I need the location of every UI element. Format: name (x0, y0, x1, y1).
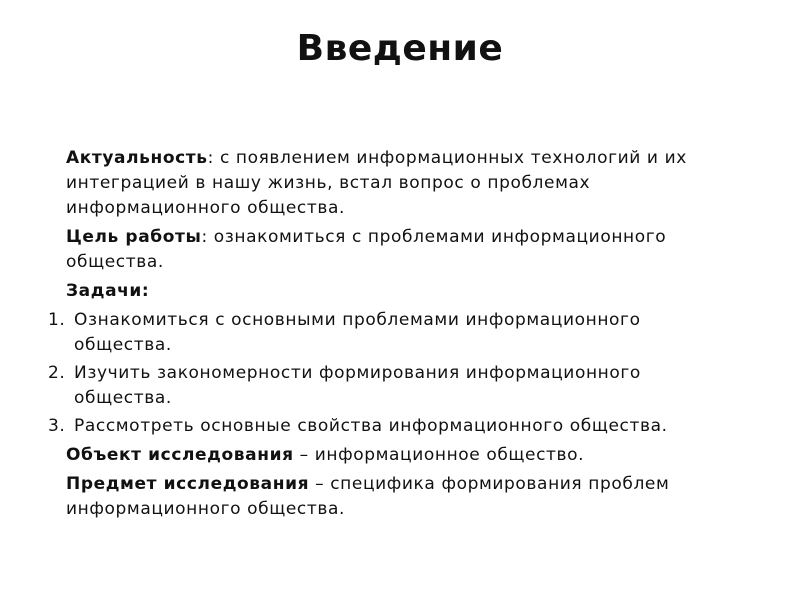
tasks-heading (66, 279, 766, 304)
object-label: Объект исследования (66, 445, 294, 465)
list-item-text: Изучить закономерности формирования информационного общества. (74, 363, 641, 408)
relevance-text: : с появлением информационных технологий и их интеграцией в нашу жизнь, встал вопрос о проблемах информационного общества. (66, 148, 687, 218)
list-item (0, 414, 734, 439)
object-paragraph (66, 443, 766, 468)
list-item-number: 2. (48, 363, 66, 383)
tasks-label: Задачи: (66, 281, 150, 301)
subject-text: – специфика формирования проблем информационного общества. (66, 474, 670, 519)
subject-label: Предмет исследования (66, 474, 310, 494)
goal-paragraph (66, 225, 766, 275)
slide-title: Введение (296, 28, 504, 69)
goal-label: Цель работы (66, 227, 202, 247)
list-item (0, 361, 734, 411)
list-item-text: Рассмотреть основные свойства информационного общества. (74, 416, 668, 436)
list-item-number: 3. (48, 416, 66, 436)
relevance-label: Актуальность (66, 148, 208, 168)
goal-text: : ознакомиться с проблемами информационного общества. (66, 227, 667, 272)
slide-body (0, 146, 800, 526)
list-item (0, 308, 734, 358)
list-item-text: Ознакомиться с основными проблемами информационного общества. (74, 310, 641, 355)
subject-paragraph (66, 472, 766, 522)
relevance-paragraph (66, 146, 766, 221)
list-item-number: 1. (48, 310, 66, 330)
object-text: – информационное общество. (293, 445, 585, 465)
tasks-list (0, 308, 800, 439)
